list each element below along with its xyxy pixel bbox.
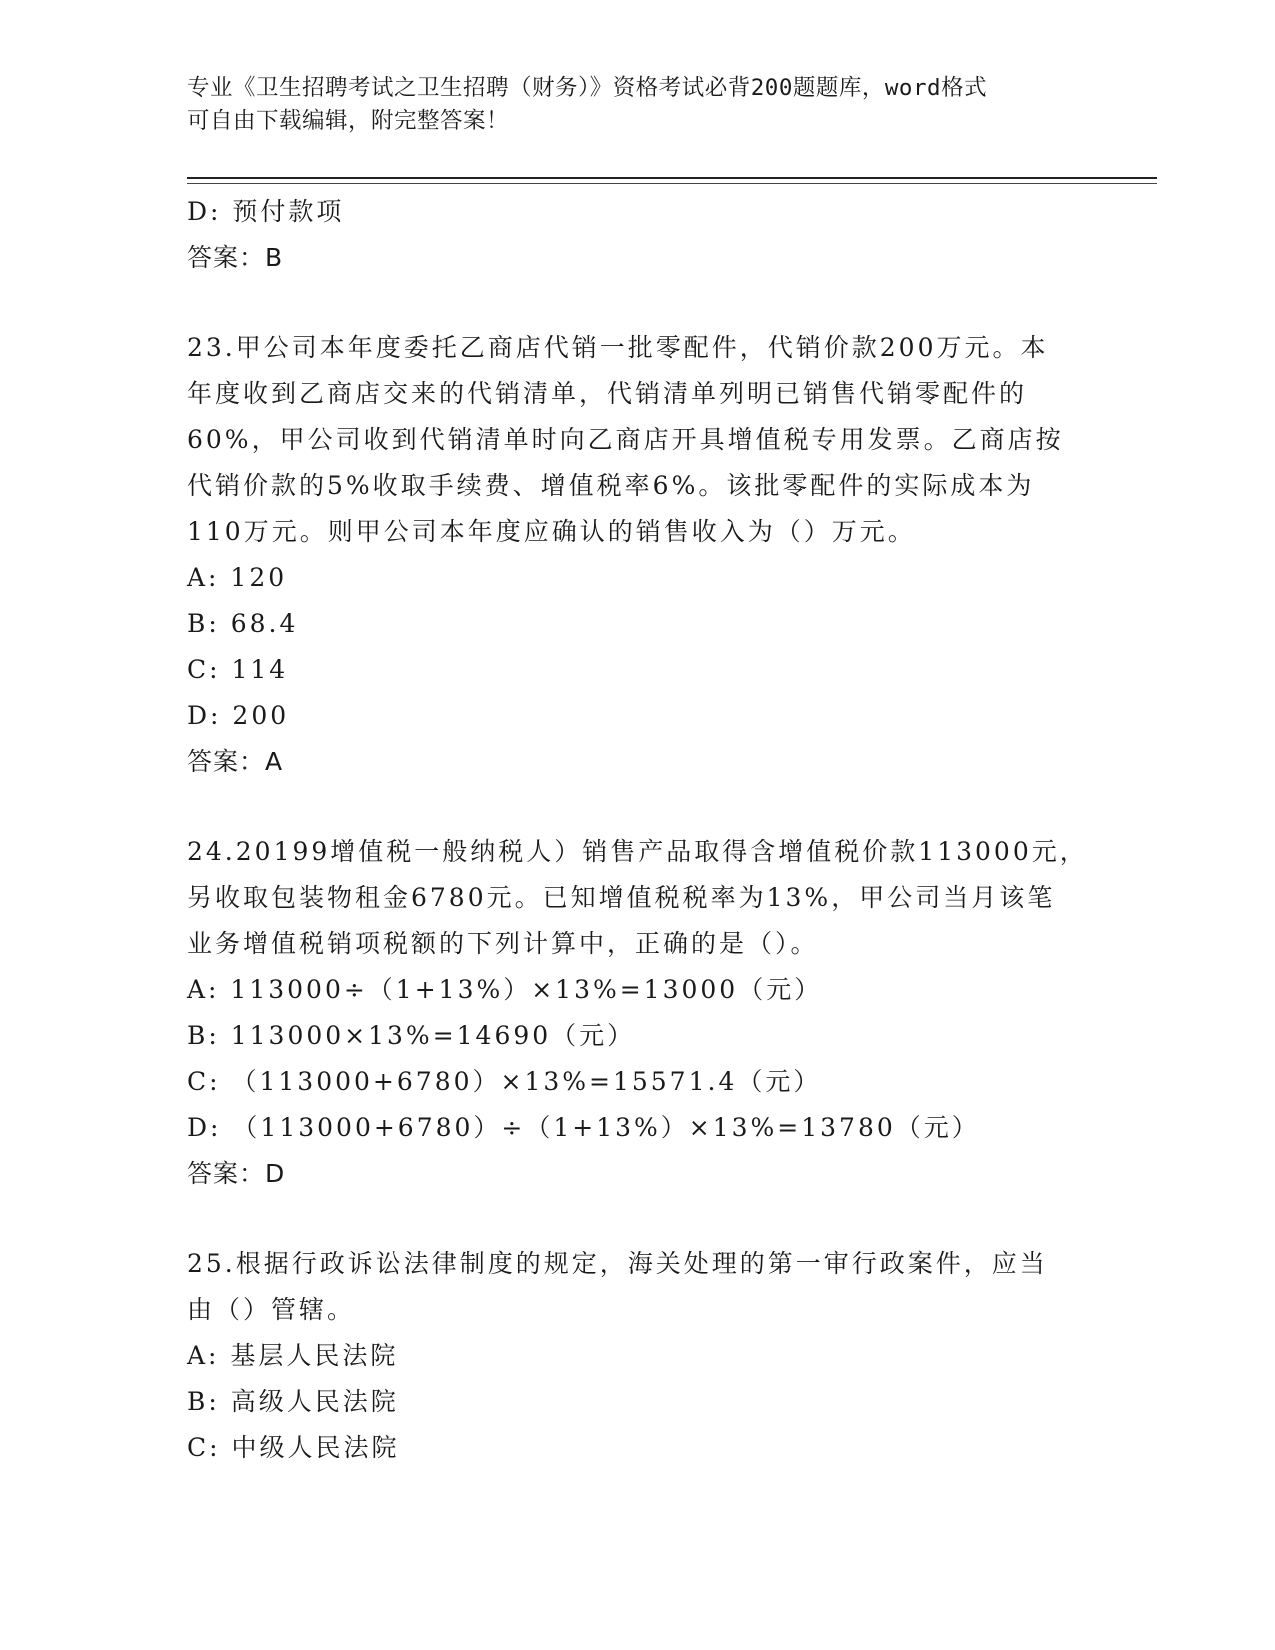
question-23-line-5: 110万元。则甲公司本年度应确认的销售收入为（）万元。 xyxy=(187,517,916,546)
question-23-option-a: A: 120 xyxy=(187,563,288,592)
question-24 xyxy=(187,829,1087,1197)
question-25-option-c: C: 中级人民法院 xyxy=(187,1433,400,1462)
question-24-option-c: C: （113000+6780）×13%=15571.4（元） xyxy=(187,1067,822,1096)
question-23-option-d: D: 200 xyxy=(187,701,290,730)
question-24-answer: 答案：D xyxy=(187,1159,286,1188)
question-23-line-4: 代销价款的5%收取手续费、增值税率6%。该批零配件的实际成本为 xyxy=(187,471,1035,500)
question-23 xyxy=(187,325,1087,785)
question-23-option-c: C: 114 xyxy=(187,655,289,684)
question-25-option-a: A: 基层人民法院 xyxy=(187,1341,399,1370)
question-25-line-2: 由（）管辖。 xyxy=(187,1295,356,1324)
header-line-1: 专业《卫生招聘考试之卫生招聘（财务）》资格考试必背200题题库，word格式 xyxy=(187,75,988,101)
question-23-line-3: 60%，甲公司收到代销清单时向乙商店开具增值税专用发票。乙商店按 xyxy=(187,425,1064,454)
question-24-line-1: 24.20199增值税一般纳税人）销售产品取得含增值税价款113000元， xyxy=(187,837,1088,866)
question-23-answer: 答案：A xyxy=(187,747,284,776)
spacer xyxy=(187,1197,1087,1241)
question-24-line-2: 另收取包装物租金6780元。已知增值税税率为13%，甲公司当月该笔 xyxy=(187,883,1056,912)
prev-answer: 答案：B xyxy=(187,243,284,272)
question-24-option-a: A: 113000÷（1+13%）×13%=13000（元） xyxy=(187,975,823,1004)
header-line-2: 可自由下载编辑，附完整答案！ xyxy=(187,108,510,134)
document-header xyxy=(187,72,1067,138)
question-23-line-2: 年度收到乙商店交来的代销清单，代销清单列明已销售代销零配件的 xyxy=(187,379,1028,408)
question-content xyxy=(187,189,1087,1471)
question-24-option-b: B: 113000×13%=14690（元） xyxy=(187,1021,636,1050)
question-24-option-d: D: （113000+6780）÷（1+13%）×13%=13780（元） xyxy=(187,1113,980,1142)
spacer xyxy=(187,281,1087,325)
question-23-line-1: 23.甲公司本年度委托乙商店代销一批零配件，代销价款200万元。本 xyxy=(187,333,1049,362)
question-25 xyxy=(187,1241,1087,1471)
question-25-option-b: B: 高级人民法院 xyxy=(187,1387,399,1416)
question-25-line-1: 25.根据行政诉讼法律制度的规定，海关处理的第一审行政案件，应当 xyxy=(187,1249,1048,1278)
question-24-line-3: 业务增值税销项税额的下列计算中，正确的是（）。 xyxy=(187,929,819,958)
header-divider-thick xyxy=(187,177,1157,179)
prev-option-d: D: 预付款项 xyxy=(187,197,345,226)
spacer xyxy=(187,785,1087,829)
question-23-option-b: B: 68.4 xyxy=(187,609,299,638)
header-divider-thin xyxy=(187,183,1157,184)
